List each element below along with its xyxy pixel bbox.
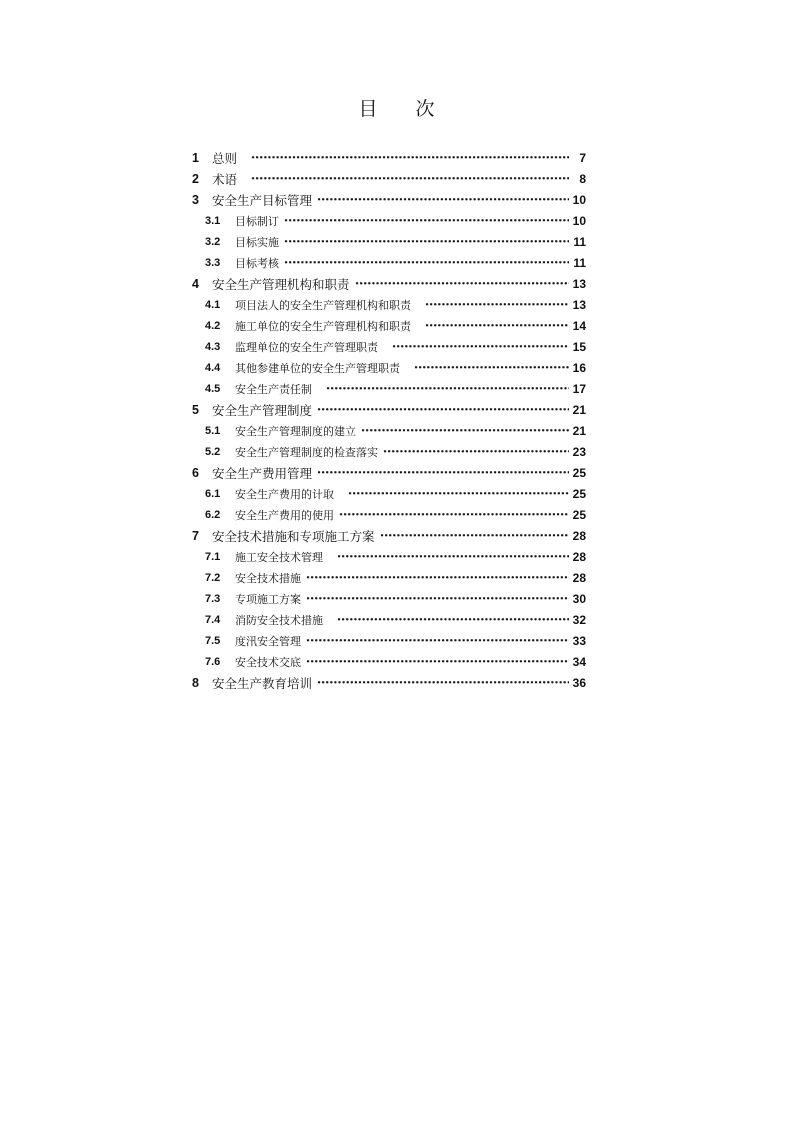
toc-entry-number: 4.5	[205, 382, 221, 395]
toc-entry-label: 安全生产费用管理	[212, 465, 313, 481]
toc-entry-number: 8	[192, 675, 199, 690]
toc-entry-number: 4.3	[205, 340, 221, 353]
toc-section-row[interactable]	[192, 420, 586, 441]
toc-entry-page: 36	[572, 675, 586, 690]
toc-entry-label: 目标实施	[235, 235, 279, 249]
toc-entry-page: 7	[579, 150, 586, 165]
toc-leader-dots	[284, 240, 569, 243]
toc-entry-number: 2	[192, 171, 199, 186]
toc-title	[0, 94, 793, 121]
toc-entry-label: 施工安全技术管理	[235, 550, 323, 564]
toc-entry-page: 23	[572, 444, 586, 459]
toc-chapter-row[interactable]	[192, 462, 586, 483]
toc-entry-number: 6	[192, 465, 199, 480]
toc-entry-number: 4.4	[205, 361, 221, 374]
toc-entry-page: 16	[572, 360, 586, 375]
toc-section-row[interactable]	[192, 315, 586, 336]
toc-entry-number: 7.5	[205, 634, 221, 647]
toc-entry-number: 7.4	[205, 613, 221, 626]
toc-leader-dots	[284, 219, 569, 222]
toc-entry-label: 安全生产目标管理	[212, 192, 313, 208]
toc-entry-number: 7.1	[205, 550, 221, 563]
toc-chapter-row[interactable]	[192, 189, 586, 210]
toc-chapter-row[interactable]	[192, 399, 586, 420]
toc-entry-number: 3.3	[205, 256, 221, 269]
toc-section-row[interactable]	[192, 210, 586, 231]
toc-leader-dots	[306, 597, 569, 600]
toc-entry-label: 监理单位的安全生产管理职责	[235, 340, 378, 354]
toc-section-row[interactable]	[192, 336, 586, 357]
toc-leader-dots	[380, 534, 569, 537]
toc-section-row[interactable]	[192, 252, 586, 273]
toc-entry-number: 6.1	[205, 487, 221, 500]
toc-section-row[interactable]	[192, 609, 586, 630]
toc-entry-number: 7	[192, 528, 199, 543]
toc-section-row[interactable]	[192, 441, 586, 462]
toc-section-row[interactable]	[192, 504, 586, 525]
toc-leader-dots	[306, 660, 569, 663]
toc-entry-label: 安全生产费用的计取	[235, 487, 334, 501]
toc-entry-label: 度汛安全管理	[235, 634, 301, 648]
toc-entry-label: 安全技术措施和专项施工方案	[212, 528, 375, 544]
toc-leader-dots	[392, 345, 569, 348]
toc-entry-label: 术语	[212, 171, 238, 187]
toc-section-row[interactable]	[192, 651, 586, 672]
toc-entry-page: 15	[572, 339, 586, 354]
toc-leader-dots	[317, 198, 569, 201]
toc-entry-page: 13	[572, 297, 586, 312]
toc-entry-page: 28	[572, 570, 586, 585]
toc-chapter-row[interactable]	[192, 672, 586, 693]
toc-leader-dots	[317, 408, 569, 411]
toc-leader-dots	[251, 177, 569, 180]
toc-leader-dots	[355, 282, 569, 285]
toc-entry-label: 安全生产管理制度的检查落实	[235, 445, 378, 459]
toc-entry-number: 4.2	[205, 319, 221, 332]
toc-entry-number: 4	[192, 276, 199, 291]
toc-entry-label: 目标制订	[235, 214, 279, 228]
toc-entry-number: 6.2	[205, 508, 221, 521]
toc-entry-label: 安全技术措施	[235, 571, 301, 585]
toc-section-row[interactable]	[192, 630, 586, 651]
toc-leader-dots	[414, 366, 569, 369]
toc-entry-label: 安全生产管理机构和职责	[212, 276, 350, 292]
toc-leader-dots	[251, 156, 569, 159]
toc-entry-label: 安全生产责任制	[235, 382, 312, 396]
toc-chapter-row[interactable]	[192, 168, 586, 189]
toc-entry-number: 5.2	[205, 445, 221, 458]
toc-section-row[interactable]	[192, 357, 586, 378]
toc-entry-label: 安全生产管理制度	[212, 402, 313, 418]
toc-leader-dots	[326, 387, 569, 390]
toc-leader-dots	[361, 429, 569, 432]
toc-entry-page: 21	[572, 402, 586, 417]
toc-section-row[interactable]	[192, 378, 586, 399]
toc-entry-page: 21	[572, 423, 586, 438]
toc-entry-page: 25	[572, 465, 586, 480]
toc-entry-page: 34	[572, 654, 586, 669]
toc-entry-page: 28	[572, 549, 586, 564]
toc-section-row[interactable]	[192, 294, 586, 315]
toc-entry-label: 安全生产教育培训	[212, 675, 313, 691]
toc-entry-page: 17	[572, 381, 586, 396]
toc-entry-page: 11	[573, 255, 586, 270]
toc-chapter-row[interactable]	[192, 273, 586, 294]
toc-entry-number: 1	[192, 150, 199, 165]
toc-entry-number: 7.6	[205, 655, 221, 668]
toc-entry-page: 14	[572, 318, 586, 333]
toc-leader-dots	[339, 513, 569, 516]
toc-entry-number: 3.1	[205, 214, 221, 227]
toc-section-row[interactable]	[192, 546, 586, 567]
toc-leader-dots	[284, 261, 569, 264]
toc-entry-number: 3	[192, 192, 199, 207]
toc-entry-page: 8	[579, 171, 586, 186]
toc-entry-number: 7.2	[205, 571, 221, 584]
toc-entry-number: 7.3	[205, 592, 221, 605]
toc-entry-label: 项目法人的安全生产管理机构和职责	[235, 298, 411, 312]
toc-entry-label: 安全生产管理制度的建立	[235, 424, 356, 438]
toc-entry-page: 32	[572, 612, 586, 627]
toc-entry-number: 4.1	[205, 298, 221, 311]
toc-section-row[interactable]	[192, 231, 586, 252]
table-of-contents	[192, 147, 586, 693]
toc-leader-dots	[425, 324, 569, 327]
toc-leader-dots	[337, 555, 569, 558]
toc-entry-label: 目标考核	[235, 256, 279, 270]
toc-entry-label: 总则	[212, 150, 238, 166]
toc-leader-dots	[306, 639, 569, 642]
toc-leader-dots	[348, 492, 569, 495]
toc-entry-label: 其他参建单位的安全生产管理职责	[235, 361, 400, 375]
toc-leader-dots	[425, 303, 569, 306]
toc-entry-label: 消防安全技术措施	[235, 613, 323, 627]
toc-entry-page: 33	[572, 633, 586, 648]
toc-entry-label: 安全生产费用的使用	[235, 508, 334, 522]
toc-leader-dots	[317, 681, 569, 684]
toc-entry-label: 施工单位的安全生产管理机构和职责	[235, 319, 411, 333]
toc-entry-label: 专项施工方案	[235, 592, 301, 606]
toc-entry-page: 13	[572, 276, 586, 291]
toc-entry-page: 25	[572, 486, 586, 501]
toc-title-part1: 目	[358, 98, 378, 120]
toc-leader-dots	[337, 618, 569, 621]
toc-section-row[interactable]	[192, 588, 586, 609]
toc-entry-page: 25	[572, 507, 586, 522]
toc-title-part2: 次	[415, 98, 435, 120]
toc-chapter-row[interactable]	[192, 147, 586, 168]
toc-section-row[interactable]	[192, 483, 586, 504]
toc-entry-page: 10	[572, 213, 586, 228]
toc-entry-page: 30	[572, 591, 586, 606]
toc-entry-number: 5.1	[205, 424, 221, 437]
toc-leader-dots	[383, 450, 569, 453]
toc-section-row[interactable]	[192, 567, 586, 588]
toc-leader-dots	[317, 471, 569, 474]
toc-entry-page: 10	[572, 192, 586, 207]
toc-entry-page: 28	[572, 528, 586, 543]
toc-entry-number: 5	[192, 402, 199, 417]
toc-entry-label: 安全技术交底	[235, 655, 301, 669]
toc-entry-number: 3.2	[205, 235, 221, 248]
toc-leader-dots	[306, 576, 569, 579]
toc-entry-page: 11	[573, 234, 586, 249]
toc-chapter-row[interactable]	[192, 525, 586, 546]
